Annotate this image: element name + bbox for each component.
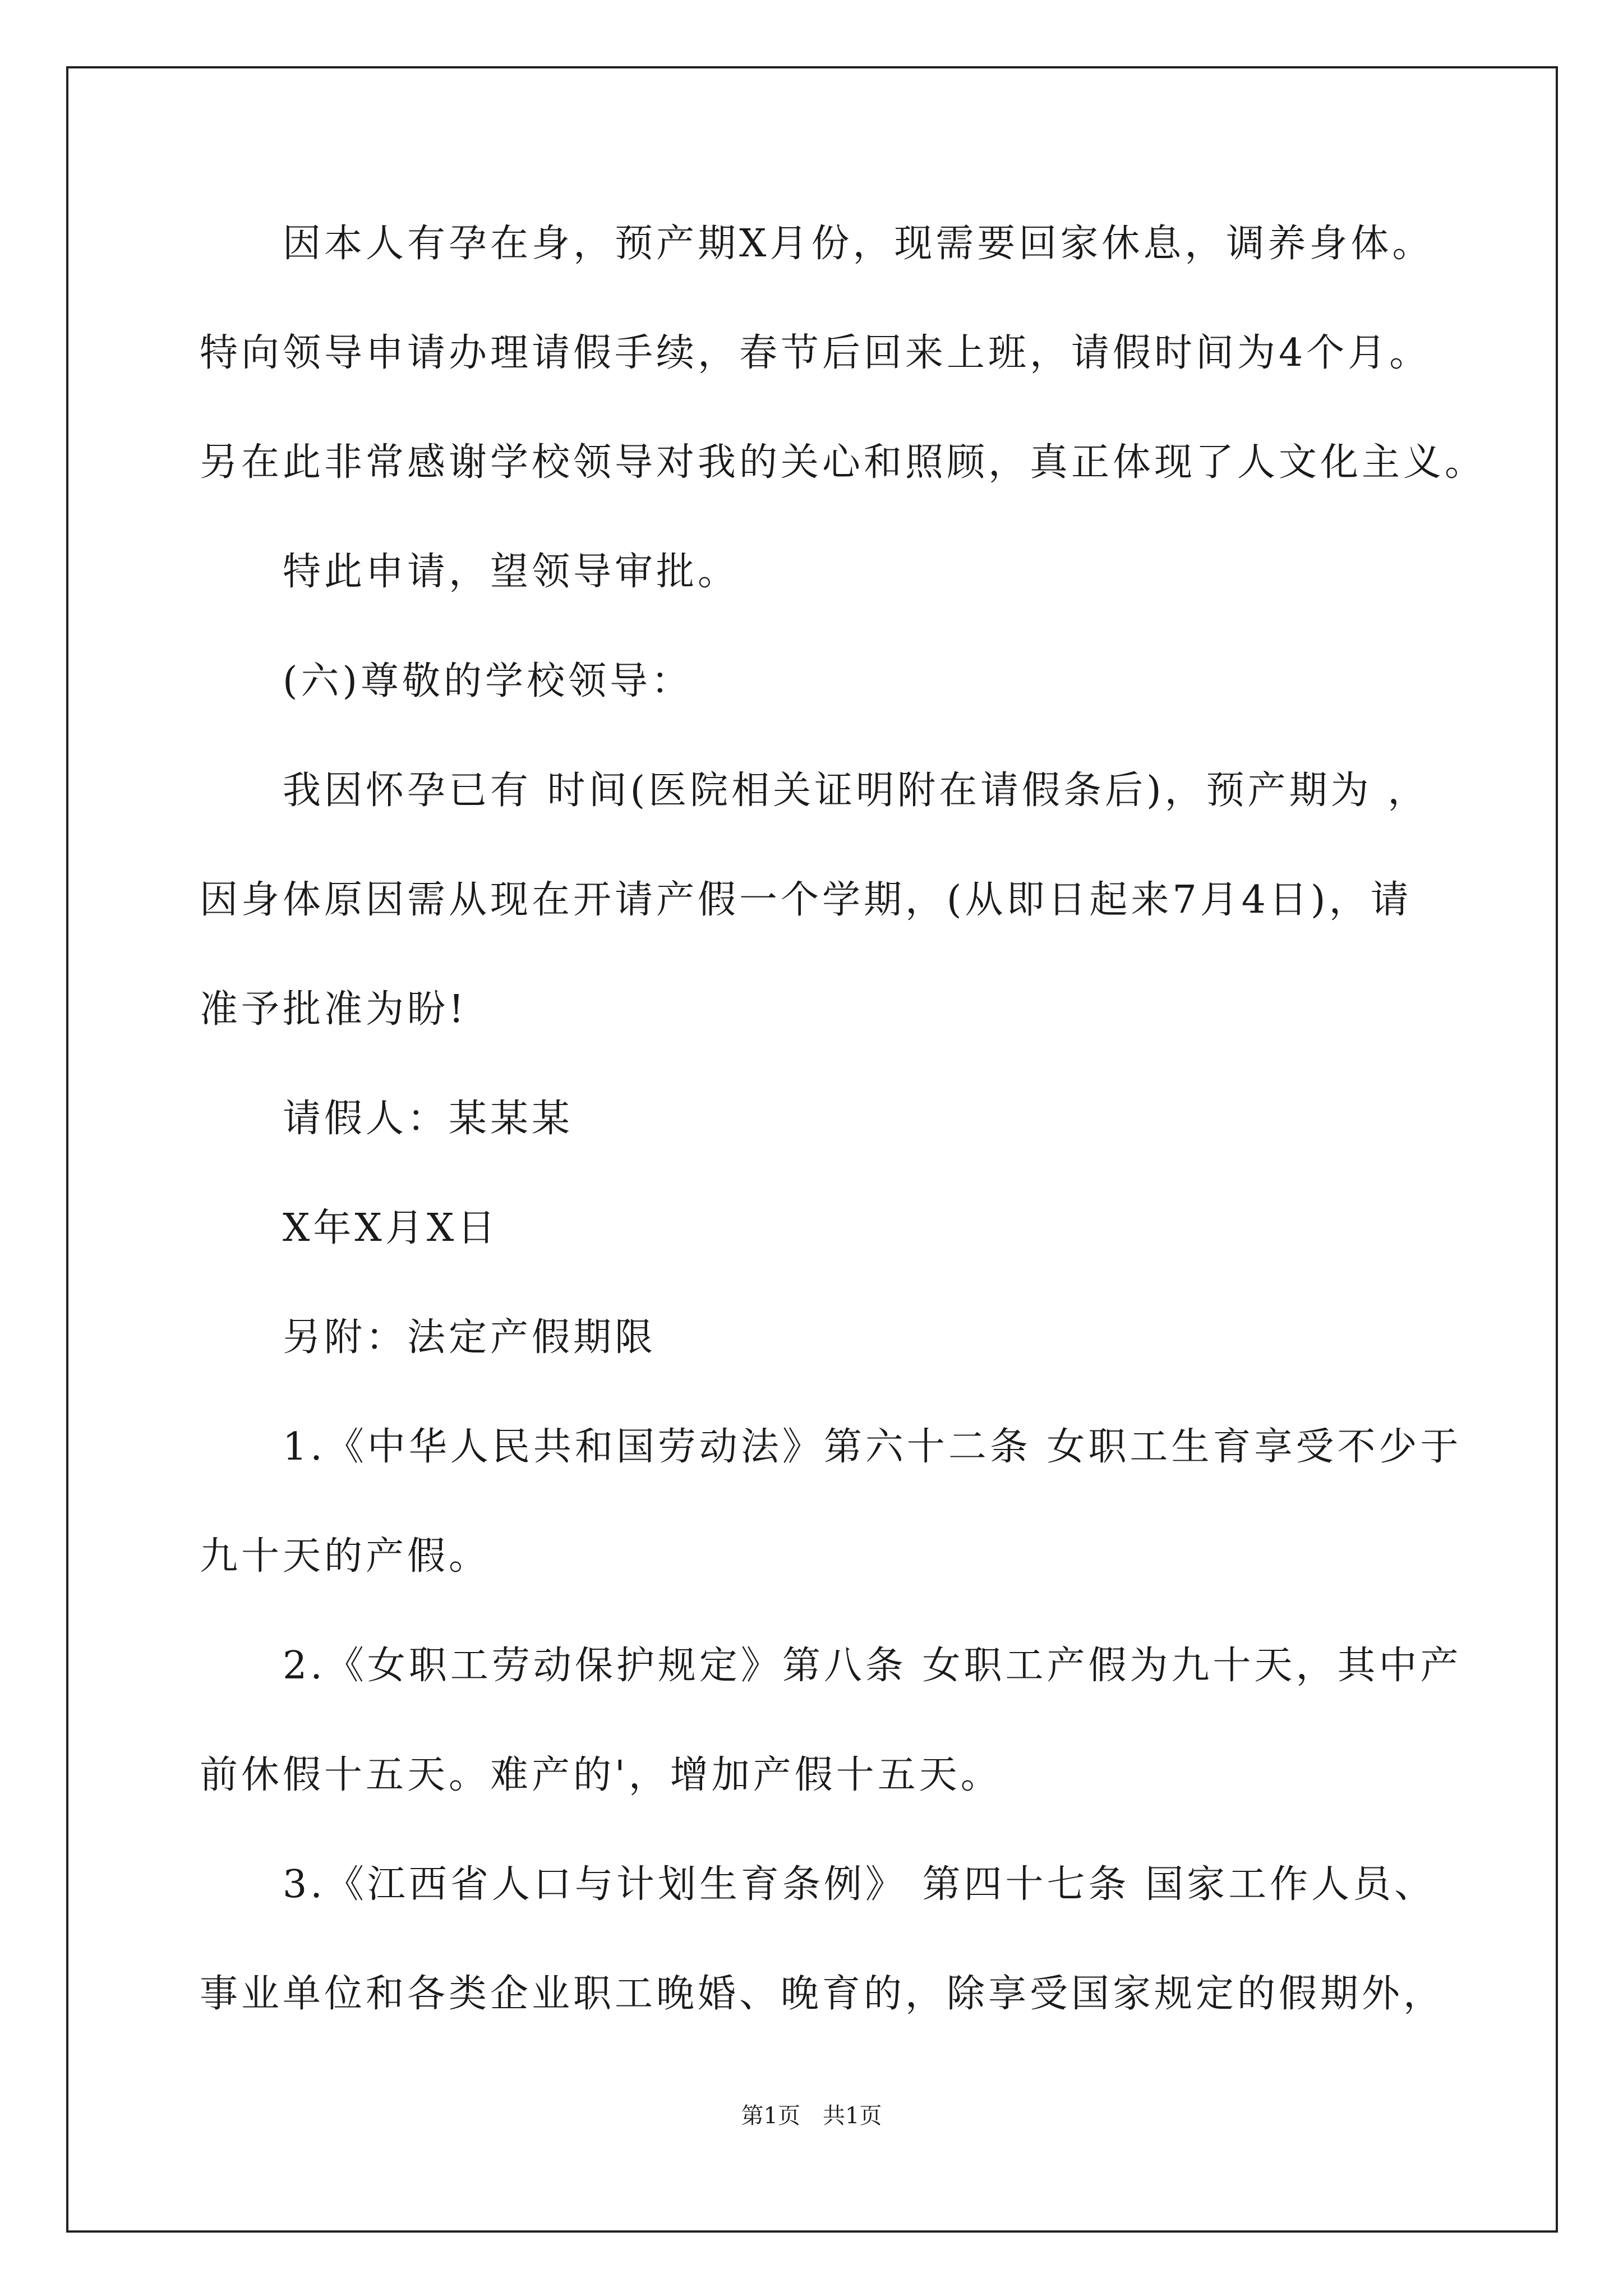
section-heading: (六)尊敬的学校领导： bbox=[200, 659, 693, 703]
appendix-heading: 另附：法定产假期限 bbox=[200, 1315, 657, 1360]
paragraph-line: 3.《江西省人口与计划生育条例》 第四十七条 国家工作人员、 bbox=[200, 1862, 1436, 1907]
paragraph-line: 准予批准为盼! bbox=[200, 987, 468, 1032]
paragraph-line: 特此申请，望领导审批。 bbox=[200, 550, 740, 594]
paragraph-line: 前休假十五天。难产的'，增加产假十五天。 bbox=[200, 1753, 1002, 1797]
paragraph-line: 事业单位和各类企业职工晚婚、晚育的，除享受国家规定的假期外， bbox=[200, 1972, 1445, 2016]
page-border bbox=[66, 66, 1558, 2233]
paragraph-line: 1.《中华人民共和国劳动法》第六十二条 女职工生育享受不少于 bbox=[200, 1425, 1462, 1469]
signature-line: 请假人：某某某 bbox=[200, 1097, 574, 1141]
paragraph-line: 另在此非常感谢学校领导对我的关心和照顾，真正体现了人文化主义。 bbox=[200, 440, 1487, 485]
paragraph-line: 因本人有孕在身，预产期X月份，现需要回家休息，调养身体。 bbox=[200, 222, 1434, 266]
paragraph-line: 我因怀孕已有 时间(医院相关证明附在请假条后)，预产期为 ， bbox=[200, 769, 1430, 813]
paragraph-line: 特向领导申请办理请假手续，春节后回来上班，请假时间为4个月。 bbox=[200, 331, 1431, 375]
paragraph-line: 2.《女职工劳动保护规定》第八条 女职工产假为九十天，其中产 bbox=[200, 1644, 1462, 1688]
page-number: 第1页 共1页 bbox=[741, 2103, 882, 2129]
paragraph-line: 因身体原因需从现在开请产假一个学期，(从即日起来7月4日)，请 bbox=[200, 878, 1412, 922]
paragraph-line: 九十天的产假。 bbox=[200, 1534, 491, 1579]
date-line: X年X月X日 bbox=[200, 1206, 499, 1250]
